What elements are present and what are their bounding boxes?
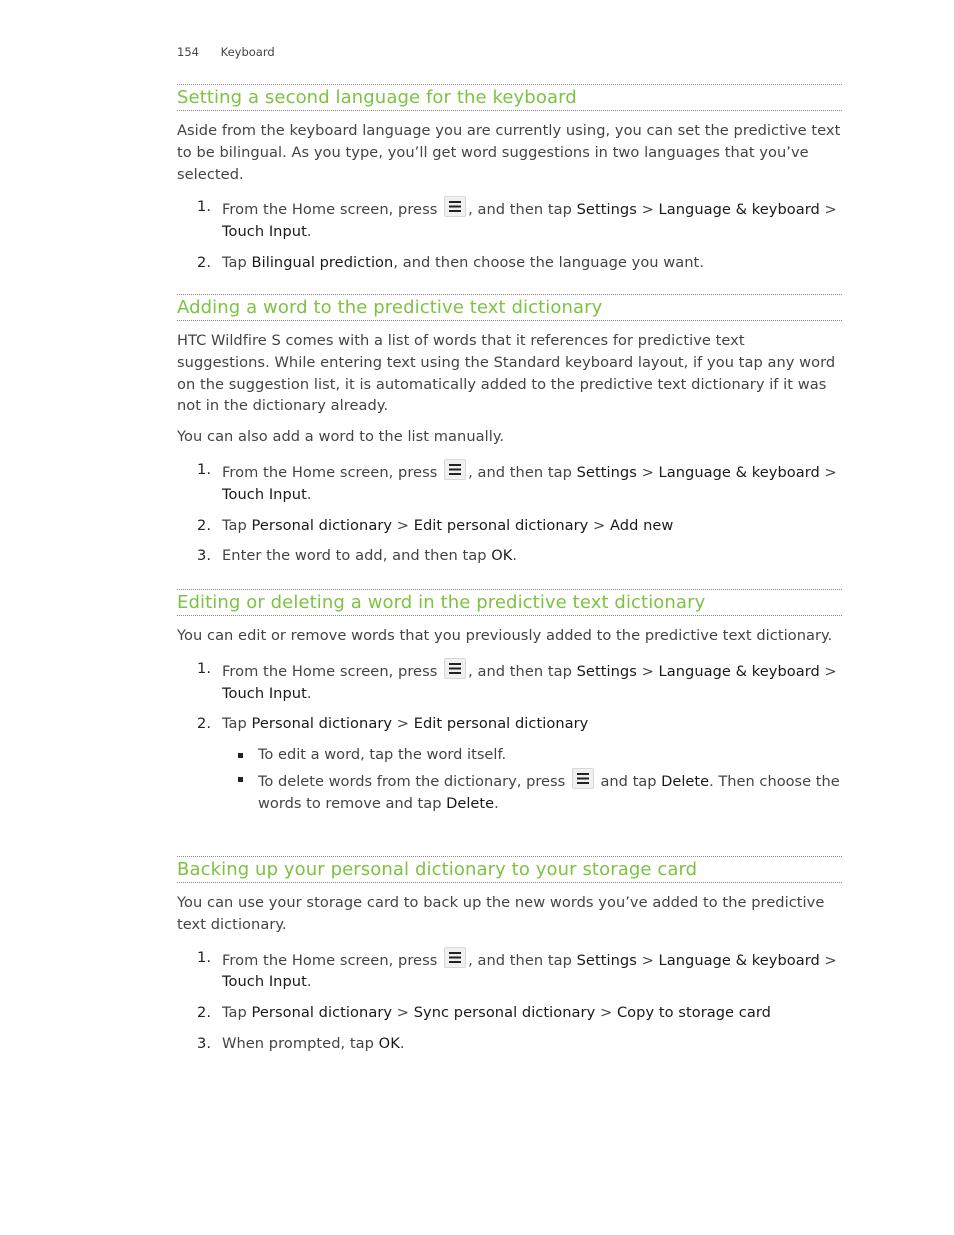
- step-1: 1. From the Home screen, press , and then tap Settings > Language & keyboard > Touch Input.: [197, 460, 837, 503]
- bullet-marker: [238, 777, 243, 782]
- section-backing-up: [177, 856, 842, 1064]
- section-heading: Setting a second language for the keyboard: [177, 84, 842, 111]
- section-heading: Adding a word to the predictive text dictionary: [177, 294, 842, 321]
- step-1: 1. From the Home screen, press , and then tap Settings > Language & keyboard > Touch Input.: [197, 659, 837, 702]
- step-3: 3. Enter the word to add, and then tap OK.: [197, 547, 518, 565]
- section-heading: Backing up your personal dictionary to your storage card: [177, 856, 842, 883]
- step-2: 2. Tap Personal dictionary > Sync personal dictionary > Copy to storage card: [197, 1004, 771, 1022]
- step-2: 2. Tap Personal dictionary > Edit personal dictionary: [197, 715, 589, 733]
- step-1: 1. From the Home screen, press , and then tap Settings > Language & keyboard > Touch Input.: [197, 198, 837, 241]
- menu-icon: [444, 196, 466, 217]
- menu-icon: [444, 947, 466, 968]
- steps-list: [177, 658, 842, 735]
- section-adding-word: [177, 294, 842, 576]
- page-header: [177, 45, 275, 59]
- steps-list: [177, 459, 842, 567]
- bullet-item: To delete words from the dictionary, press and tap Delete. Then choose the words to remove and tap Delete.: [177, 768, 842, 815]
- paragraph: You can edit or remove words that you previously added to the predictive text dictionary.: [177, 627, 833, 644]
- menu-icon: [444, 459, 466, 480]
- section-editing-word: [177, 589, 842, 817]
- paragraph: You can use your storage card to back up the new words you’ve added to the predictive text dictionary.: [177, 894, 825, 933]
- chapter-name: Keyboard: [220, 45, 275, 59]
- menu-icon: [572, 768, 594, 789]
- steps-list: [177, 947, 842, 1055]
- step-2: 2. Tap Personal dictionary > Edit personal dictionary > Add new: [197, 516, 674, 534]
- step-1: 1. From the Home screen, press , and then tap Settings > Language & keyboard > Touch Input.: [197, 948, 837, 991]
- paragraph: HTC Wildfire S comes with a list of words that it references for predictive text suggestions. While entering text using the Standard keyboard layout, if you tap any word on the suggestion list, it is automatically added to the predictive text dictionary if it was not in the dictionary already.: [177, 332, 836, 415]
- steps-list: [177, 196, 842, 273]
- bullet-list: [177, 744, 842, 814]
- step-3: 3. When prompted, tap OK.: [197, 1034, 405, 1052]
- step-2: 2. Tap Bilingual prediction, and then choose the language you want.: [197, 253, 705, 271]
- paragraph: You can also add a word to the list manually.: [177, 428, 505, 446]
- section-second-language: [177, 84, 842, 283]
- bullet-marker: [238, 753, 243, 758]
- paragraph: Aside from the keyboard language you are currently using, you can set the predictive text to be bilingual. As you type, you’ll get word suggestions in two languages that you’ve selected.: [177, 122, 841, 183]
- page-number: 154: [177, 45, 199, 59]
- section-heading: Editing or deleting a word in the predictive text dictionary: [177, 589, 842, 616]
- bullet-item: To edit a word, tap the word itself.: [177, 744, 842, 766]
- menu-icon: [444, 658, 466, 679]
